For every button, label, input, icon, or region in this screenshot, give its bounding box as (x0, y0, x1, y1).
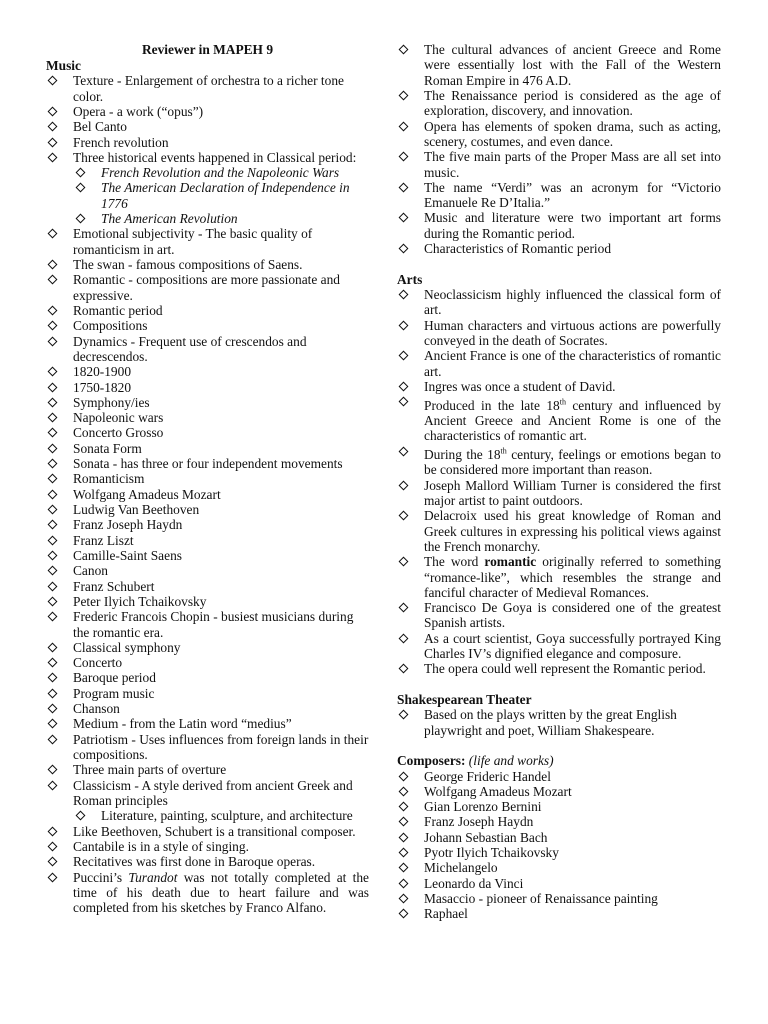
list-item (46, 824, 369, 839)
list-item (46, 119, 369, 134)
diamond-bullet-icon (48, 367, 58, 377)
diamond-bullet-icon (399, 397, 409, 407)
diamond-bullet-icon (399, 664, 409, 674)
list-item (397, 600, 721, 631)
list-item-text: The word romantic originally referred to something “romance-like”, which resembles the strange and fanciful character of Medieval Romances. (424, 554, 721, 600)
diamond-bullet-icon (76, 811, 86, 821)
list-item (46, 272, 369, 303)
list-item-text: The American Revolution (101, 211, 238, 227)
list-item (46, 104, 369, 119)
diamond-bullet-icon (399, 848, 409, 858)
list-item-text: As a court scientist, Goya successfully portrayed King Charles IV’s dignified elegance and composure. (424, 630, 721, 662)
list-item (46, 686, 369, 701)
list-item-text: Johann Sebastian Bach (424, 829, 548, 845)
diamond-bullet-icon (48, 397, 58, 407)
list-item (46, 150, 369, 165)
list-item (397, 149, 721, 180)
list-item-text: Romantic period (73, 302, 163, 318)
list-item-text: Characteristics of Romantic period (424, 241, 612, 257)
list-item-text: Baroque period (73, 670, 156, 686)
diamond-bullet-icon (48, 336, 58, 346)
diamond-bullet-icon (399, 480, 409, 490)
list-item-text: Opera - a work (“opus”) (73, 103, 204, 119)
diamond-bullet-icon (48, 734, 58, 744)
diamond-bullet-icon (399, 817, 409, 827)
composers-list (397, 769, 721, 922)
list-item-text: The swan - famous compositions of Saens. (73, 257, 303, 273)
list-item-text: Opera has elements of spoken drama, such as acting, scenery, costumes, and even dance. (424, 118, 721, 149)
list-item-text: Canon (73, 563, 108, 579)
list-item (46, 655, 369, 670)
list-item (46, 471, 369, 486)
diamond-bullet-icon (48, 581, 58, 591)
list-item-text: Three main parts of overture (73, 762, 227, 778)
diamond-bullet-icon (48, 719, 58, 729)
diamond-bullet-icon (48, 428, 58, 438)
list-item-text: Franz Liszt (73, 532, 134, 548)
diamond-bullet-icon (48, 122, 58, 132)
list-item (397, 661, 721, 676)
list-item-text: Concerto (73, 655, 123, 671)
list-item (397, 554, 721, 600)
diamond-bullet-icon (48, 612, 58, 622)
list-item-text: Three historical events happened in Classical period: (73, 149, 357, 165)
list-item (46, 303, 369, 318)
list-item (397, 42, 721, 88)
list-item-text: The opera could well represent the Romantic period. (424, 661, 706, 677)
diamond-bullet-icon (399, 603, 409, 613)
diamond-bullet-icon (399, 786, 409, 796)
list-item (46, 410, 369, 425)
diamond-bullet-icon (48, 535, 58, 545)
list-item-text: Based on the plays written by the great English playwright and poet, William Shakespeare. (424, 707, 677, 738)
list-item (397, 180, 721, 211)
diamond-bullet-icon (48, 489, 58, 499)
sub-list-item (46, 165, 369, 180)
diamond-bullet-icon (76, 214, 86, 224)
list-item (46, 456, 369, 471)
list-item-text: Music and literature were two important art forms during the Romantic period. (424, 210, 721, 241)
list-item (397, 906, 721, 921)
diamond-bullet-icon (48, 306, 58, 316)
diamond-bullet-icon (399, 182, 409, 192)
list-item (397, 241, 721, 256)
diamond-bullet-icon (48, 459, 58, 469)
diamond-bullet-icon (399, 121, 409, 131)
list-item-text: Classical symphony (73, 639, 181, 655)
list-item (46, 640, 369, 655)
list-item (46, 548, 369, 563)
theater-heading: Shakespearean Theater (397, 692, 532, 708)
right-column (397, 42, 721, 922)
list-item-text: The name “Verdi” was an acronym for “Victorio Emanuele Re D’Italia.” (424, 179, 721, 211)
list-item-text: During the 18th century, feelings or emotions began to be considered more important than reason. (424, 446, 721, 478)
diamond-bullet-icon (399, 511, 409, 521)
diamond-bullet-icon (48, 642, 58, 652)
list-item-text: Ludwig Van Beethoven (73, 502, 200, 518)
list-item-text: Produced in the late 18th century and influenced by Ancient Greece and Ancient Rome is one of the characteristics of romantic art. (424, 397, 721, 444)
arts-heading: Arts (397, 271, 423, 287)
list-item-text: Classicism - A style derived from ancient Greek and Roman principles (73, 777, 353, 808)
list-item (397, 860, 721, 875)
list-item-text: Pyotr Ilyich Tchaikovsky (424, 845, 559, 861)
list-item-text: The Renaissance period is considered as the age of exploration, discovery, and innovation. (424, 87, 721, 119)
list-item-text: Concerto Grosso (73, 425, 164, 441)
diamond-bullet-icon (399, 832, 409, 842)
list-item-text: Franz Joseph Haydn (73, 517, 183, 533)
list-item (46, 854, 369, 869)
diamond-bullet-icon (399, 771, 409, 781)
list-item-text: Raphael (424, 906, 468, 922)
diamond-bullet-icon (48, 596, 58, 606)
diamond-bullet-icon (399, 213, 409, 223)
diamond-bullet-icon (48, 505, 58, 515)
list-item-text: 1750-1820 (73, 379, 132, 395)
list-item-text: Medium - from the Latin word “medius” (73, 716, 292, 732)
list-item-text: Franz Schubert (73, 578, 155, 594)
list-item-text: Romantic - compositions are more passionate and expressive. (73, 272, 341, 303)
diamond-bullet-icon (399, 909, 409, 919)
list-item-text: Program music (73, 685, 155, 701)
list-item (397, 379, 721, 394)
list-item (397, 287, 721, 318)
diamond-bullet-icon (48, 857, 58, 867)
list-item (46, 533, 369, 548)
list-item-text: Sonata Form (73, 440, 142, 456)
list-item (46, 839, 369, 854)
list-item (46, 594, 369, 609)
diamond-bullet-icon (48, 443, 58, 453)
diamond-bullet-icon (399, 894, 409, 904)
list-item (46, 609, 369, 640)
list-item-text: French Revolution and the Napoleonic Wars (101, 165, 340, 181)
diamond-bullet-icon (48, 551, 58, 561)
list-item (46, 364, 369, 379)
list-item (46, 502, 369, 517)
list-item (397, 119, 721, 150)
list-item (46, 395, 369, 410)
diamond-bullet-icon (48, 688, 58, 698)
diamond-bullet-icon (399, 557, 409, 567)
list-item-text: Sonata - has three or four independent movements (73, 456, 343, 472)
list-item-text: Camille-Saint Saens (73, 547, 182, 563)
list-item-text: Ingres was once a student of David. (424, 378, 616, 394)
list-item (397, 784, 721, 799)
diamond-bullet-icon (48, 275, 58, 285)
music-list (46, 73, 369, 915)
diamond-bullet-icon (76, 168, 86, 178)
list-item (46, 334, 369, 365)
list-item-text: Patriotism - Uses influences from foreign lands in their compositions. (73, 731, 369, 763)
list-item-text: Michelangelo (424, 860, 498, 876)
list-item-text: Recitatives was first done in Baroque operas. (73, 854, 316, 870)
list-item-text: Literature, painting, sculpture, and architecture (101, 808, 353, 824)
diamond-bullet-icon (399, 244, 409, 254)
list-item-text: Neoclassicism highly influenced the classical form of art. (424, 286, 721, 318)
list-item-text: Francisco De Goya is considered one of the greatest Spanish artists. (424, 600, 721, 631)
list-item (46, 318, 369, 333)
sub-list-item (46, 211, 369, 226)
list-item (46, 73, 369, 104)
list-item-text: Dynamics - Frequent use of crescendos and decrescendos. (73, 333, 307, 364)
list-item (46, 670, 369, 685)
theater-list (397, 707, 721, 738)
diamond-bullet-icon (399, 446, 409, 456)
diamond-bullet-icon (399, 45, 409, 55)
diamond-bullet-icon (48, 520, 58, 530)
diamond-bullet-icon (48, 229, 58, 239)
composers-heading-label: Composers: (397, 753, 466, 769)
list-item-text: 1820-1900 (73, 364, 132, 380)
diamond-bullet-icon (48, 841, 58, 851)
diamond-bullet-icon (399, 802, 409, 812)
list-item (397, 814, 721, 829)
list-item (397, 348, 721, 379)
list-item-text: George Frideric Handel (424, 768, 551, 784)
diamond-bullet-icon (48, 704, 58, 714)
list-item-text: Like Beethoven, Schubert is a transitional composer. (73, 823, 356, 839)
list-item-text: The cultural advances of ancient Greece and Rome were essentially lost with the Fall of the Western Roman Empire in 476 A.D. (424, 42, 721, 88)
list-item (46, 870, 369, 916)
list-item-text: Gian Lorenzo Bernini (424, 799, 542, 815)
composers-subheading: (life and works) (468, 753, 554, 769)
list-item-text: Wolfgang Amadeus Mozart (424, 783, 572, 799)
diamond-bullet-icon (48, 780, 58, 790)
list-item-text: Wolfgang Amadeus Mozart (73, 486, 221, 502)
diamond-bullet-icon (48, 152, 58, 162)
list-item-text: Cantabile is in a style of singing. (73, 838, 249, 854)
diamond-bullet-icon (48, 321, 58, 331)
list-item-text: Human characters and virtuous actions are powerfully conveyed in the death of Socrates. (424, 317, 721, 348)
list-item-text: Texture - Enlargement of orchestra to a richer tone color. (73, 73, 344, 104)
list-item (46, 441, 369, 456)
list-item (397, 707, 721, 738)
list-item-text: The five main parts of the Proper Mass are all set into music. (424, 149, 721, 180)
diamond-bullet-icon (48, 474, 58, 484)
list-item (397, 631, 721, 662)
diamond-bullet-icon (48, 137, 58, 147)
list-item (397, 318, 721, 349)
arts-list (397, 287, 721, 677)
list-item (397, 876, 721, 891)
list-item (397, 478, 721, 509)
music-continued-list (397, 42, 721, 256)
list-item-text: Puccini’s Turandot was not totally completed at the time of his death due to heart failure and was completed from his sketches by Franco Alfano. (73, 869, 369, 916)
diamond-bullet-icon (399, 878, 409, 888)
list-item-text: Chanson (73, 701, 120, 717)
diamond-bullet-icon (48, 658, 58, 668)
list-item-text: Romanticism (73, 471, 145, 487)
list-item-text: Ancient France is one of the characteristics of romantic art. (424, 348, 721, 379)
diamond-bullet-icon (48, 413, 58, 423)
diamond-bullet-icon (76, 183, 86, 193)
diamond-bullet-icon (399, 290, 409, 300)
list-item-text: Leonardo da Vinci (424, 875, 524, 891)
list-item (397, 394, 721, 443)
list-item (397, 444, 721, 478)
list-item (46, 517, 369, 532)
list-item-text: Delacroix used his great knowledge of Roman and Greek cultures in expressing his political views against the French monarchy. (424, 508, 721, 554)
list-item (397, 845, 721, 860)
list-item (397, 508, 721, 554)
composers-heading (397, 753, 721, 768)
list-item (46, 579, 369, 594)
diamond-bullet-icon (399, 633, 409, 643)
list-item-text: Emotional subjectivity - The basic quality of romanticism in art. (73, 226, 313, 257)
list-item (46, 762, 369, 777)
diamond-bullet-icon (48, 872, 58, 882)
list-item-text: Joseph Mallord William Turner is considered the first major artist to paint outdoors. (424, 477, 721, 508)
sub-list-item (46, 808, 369, 823)
list-item (397, 210, 721, 241)
diamond-bullet-icon (48, 106, 58, 116)
list-item-text: Bel Canto (73, 119, 127, 135)
diamond-bullet-icon (48, 382, 58, 392)
sub-list-item (46, 180, 369, 211)
list-item (46, 716, 369, 731)
list-item-text: Symphony/ies (73, 394, 150, 410)
list-item-text: Compositions (73, 318, 148, 334)
list-item-text: Masaccio - pioneer of Renaissance painting (424, 891, 658, 907)
left-column (46, 42, 369, 915)
diamond-bullet-icon (399, 90, 409, 100)
diamond-bullet-icon (399, 320, 409, 330)
document-title: Reviewer in MAPEH 9 (141, 42, 274, 57)
list-item (46, 563, 369, 578)
music-heading: Music (46, 58, 81, 73)
diamond-bullet-icon (399, 863, 409, 873)
list-item (46, 425, 369, 440)
list-item (397, 88, 721, 119)
diamond-bullet-icon (48, 765, 58, 775)
diamond-bullet-icon (48, 826, 58, 836)
list-item (46, 778, 369, 809)
list-item (46, 701, 369, 716)
diamond-bullet-icon (399, 381, 409, 391)
list-item (397, 769, 721, 784)
diamond-bullet-icon (48, 566, 58, 576)
diamond-bullet-icon (48, 673, 58, 683)
list-item-text: French revolution (73, 134, 169, 150)
list-item-text: Franz Joseph Haydn (424, 814, 534, 830)
diamond-bullet-icon (399, 152, 409, 162)
list-item (46, 226, 369, 257)
list-item-text: Napoleonic wars (73, 410, 164, 426)
diamond-bullet-icon (399, 710, 409, 720)
list-item (397, 830, 721, 845)
diamond-bullet-icon (399, 351, 409, 361)
list-item (46, 135, 369, 150)
diamond-bullet-icon (48, 76, 58, 86)
list-item-text: Frederic Francois Chopin - busiest musicians during the romantic era. (73, 609, 354, 640)
diamond-bullet-icon (48, 260, 58, 270)
list-item-text: The American Declaration of Independence in 1776 (101, 180, 350, 211)
list-item (46, 487, 369, 502)
list-item (46, 380, 369, 395)
list-item (46, 732, 369, 763)
list-item (397, 891, 721, 906)
list-item (46, 257, 369, 272)
list-item (397, 799, 721, 814)
list-item-text: Peter Ilyich Tchaikovsky (73, 593, 207, 609)
